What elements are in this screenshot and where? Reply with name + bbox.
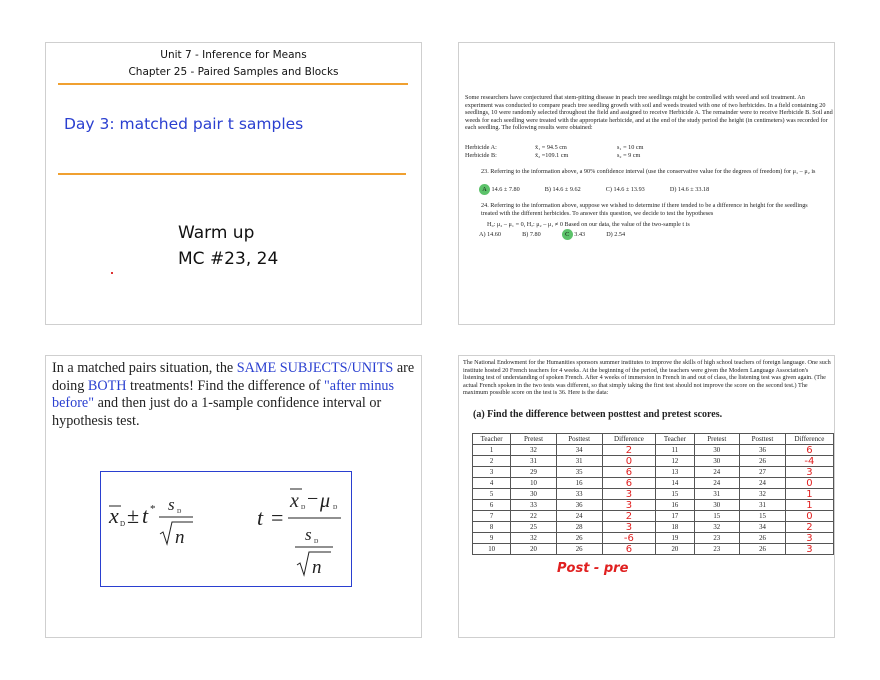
slide-unit-title (45, 42, 422, 325)
text-part: are doing (52, 360, 415, 394)
handwritten-difference: 2 (806, 521, 813, 533)
svg-text:x: x (109, 503, 119, 528)
french-intro: The National Endowment for the Humanities sponsors summer institutes to improve the skills of high school teachers of foreign language. One such institute hosted 20 French teachers for 4 weeks. At the beginning of the period, the teachers were given the Modern Language Association's listening test of understanding of spoken French. After 4 weeks of immersion in French in and out of class, the listening test was given again. (The actual French spoken in the two tests was different, so that simply taking the first test should not improve the score on the second test.) The maximum possible score on the test is 36. Here is the data: (463, 359, 831, 397)
table-cell: 19 (656, 533, 694, 544)
divider-top (58, 83, 408, 85)
difference-cell (785, 511, 833, 522)
table-cell: 30 (694, 456, 740, 467)
difference-cell (602, 467, 656, 478)
handwritten-difference: 3 (625, 521, 633, 533)
table-cell: 5 (473, 489, 511, 500)
difference-cell (785, 522, 833, 533)
table-cell: 13 (656, 467, 694, 478)
chapter-title: Chapter 25 - Paired Samples and Blocks (128, 66, 339, 78)
herbicide-b-label: Herbicide B: (465, 152, 497, 159)
difference-cell (785, 456, 833, 467)
table-row (473, 522, 834, 533)
difference-cell (602, 544, 656, 555)
text-part: In a matched pairs situation, the (52, 360, 237, 376)
svg-text:μ: μ (320, 490, 331, 512)
divider-bottom (58, 173, 406, 175)
table-cell: 31 (511, 456, 557, 467)
handwritten-post-pre: Post - pre (557, 561, 629, 576)
highlight-same-subjects: SAME SUBJECTS/UNITS (236, 360, 394, 376)
slide-warmup-questions (458, 42, 835, 325)
table-cell: 33 (511, 500, 557, 511)
table-cell: 29 (511, 467, 557, 478)
svg-text:D: D (120, 520, 126, 528)
svg-text:*: * (150, 503, 156, 515)
table-cell: 33 (556, 489, 602, 500)
table-cell: 32 (511, 445, 557, 456)
handwritten-difference: 6 (806, 444, 813, 456)
table-cell: 7 (473, 511, 511, 522)
table-cell: 1 (473, 445, 511, 456)
table-cell: 31 (694, 489, 740, 500)
herbicide-a-label: Herbicide A: (465, 144, 497, 151)
table-row (473, 511, 834, 522)
table-row (473, 489, 834, 500)
difference-cell (785, 544, 833, 555)
question-24-hypotheses: H₀: μ₂ – μ₁ = 0, Hₐ: μ₂ – μ₁ ≠ 0 Based on our data, the value of the two-sample t is (487, 221, 690, 228)
table-cell: 31 (556, 456, 602, 467)
table-cell: 12 (656, 456, 694, 467)
table-cell: 26 (740, 456, 786, 467)
table-cell: 32 (694, 522, 740, 533)
handwritten-difference: -6 (623, 532, 634, 544)
table-cell: 36 (556, 500, 602, 511)
table-cell: 24 (694, 478, 740, 489)
table-cell: 10 (473, 544, 511, 555)
option-b: B) 14.6 ± 9.62 (544, 186, 581, 193)
handwritten-difference: 1 (806, 488, 813, 500)
highlight-both: BOTH (87, 377, 127, 394)
handwritten-difference: 2 (625, 510, 633, 522)
difference-cell (785, 467, 833, 478)
difference-cell (785, 500, 833, 511)
option-d: D) 2.54 (606, 231, 626, 238)
table-cell: 26 (740, 533, 786, 544)
difference-cell (602, 533, 656, 544)
column-header: Difference (785, 434, 833, 445)
difference-cell (785, 533, 833, 544)
table-row (473, 478, 834, 489)
herbicide-b-sd: s₂ = 9 cm (617, 152, 641, 159)
table-cell: 27 (740, 467, 786, 478)
column-header: Posttest (556, 434, 602, 445)
slide-matched-pairs (45, 355, 422, 638)
question-24-options (479, 229, 829, 240)
table-cell: 32 (740, 489, 786, 500)
herbicide-b-mean: x̄₂ =109.1 cm (535, 152, 569, 159)
table-cell: 4 (473, 478, 511, 489)
table-row (473, 456, 834, 467)
table-cell: 20 (511, 544, 557, 555)
table-cell: 35 (556, 467, 602, 478)
difference-cell (785, 489, 833, 500)
column-header: Difference (602, 434, 656, 445)
table-cell: 26 (556, 533, 602, 544)
table-cell: 15 (740, 511, 786, 522)
option-c: C) 14.6 ± 13.93 (605, 186, 645, 193)
mc-label: MC #23, 24 (178, 249, 279, 269)
handwritten-difference: 1 (806, 499, 813, 511)
table-cell: 24 (556, 511, 602, 522)
handwritten-difference: 0 (806, 477, 813, 489)
scores-table (472, 433, 834, 555)
handwritten-difference: 6 (625, 543, 633, 555)
handwritten-difference: 2 (625, 444, 633, 456)
difference-cell (602, 478, 656, 489)
table-cell: 34 (740, 522, 786, 533)
question-23: 23. Referring to the information above, a 90% confidence interval (use the conservative value for the degrees of freedom) for μ₁ – μ₂ is (481, 168, 816, 175)
handwritten-difference: 6 (625, 477, 633, 489)
table-cell: 34 (556, 445, 602, 456)
difference-cell (602, 489, 656, 500)
table-cell: 23 (694, 544, 740, 555)
herbicide-a-sd: s₁ = 10 cm (617, 144, 644, 151)
table-header-row (473, 434, 834, 445)
table-row (473, 533, 834, 544)
svg-text:n: n (175, 527, 185, 548)
svg-text:t: t (257, 505, 264, 530)
herbicide-a-mean: x̄₁ = 94.5 cm (535, 144, 567, 151)
handwritten-difference: 3 (806, 532, 813, 544)
svg-text:D: D (333, 505, 338, 511)
svg-text:−: − (307, 488, 319, 510)
table-cell: 24 (694, 467, 740, 478)
table-cell: 32 (511, 533, 557, 544)
handwritten-difference: 0 (806, 510, 813, 522)
option-b: B) 7.80 (522, 231, 541, 238)
table-row (473, 445, 834, 456)
matched-pairs-text (52, 360, 418, 430)
table-cell: 31 (740, 500, 786, 511)
option-c: 3.43 (574, 231, 586, 238)
answer-a-circle: A (479, 184, 490, 195)
slide-french-teachers (458, 355, 835, 638)
stray-dot (111, 272, 113, 274)
formula-box (100, 471, 352, 587)
table-cell: 16 (556, 478, 602, 489)
table-cell: 16 (656, 500, 694, 511)
table-cell: 25 (511, 522, 557, 533)
handwritten-difference: 3 (806, 543, 813, 555)
table-row (473, 467, 834, 478)
svg-text:=: = (271, 505, 284, 530)
svg-text:x: x (290, 490, 299, 512)
difference-cell (602, 511, 656, 522)
question-24: 24. Referring to the information above, suppose we wished to determine if there tended to be a difference in height for the seedlings treated with the different herbicides. To answer this question, we decide to test the hypotheses (481, 202, 808, 217)
formula-graphic (101, 472, 351, 586)
svg-text:±: ± (127, 503, 140, 528)
handwritten-difference: 6 (625, 466, 633, 478)
svg-text:D: D (314, 539, 319, 545)
svg-text:s: s (305, 525, 312, 544)
herbicide-intro: Some researchers have conjectured that stem-pitting disease in peach tree seedlings might be controlled with weed and soil treatment. An experiment was conducted to compare peach tree seedling growth with soil and weeds treated with one of two herbicides. In a field containing 20 seedlings, 10 were randomly selected throughout the field and assigned to receive Herbicide A. The remainder were to receive Herbicide B. Soil and weeds for each seedling were treated with the appropriate herbicide, and at the end of the study period the height (in centimeters) was recorded for each seedling. The following results were obtained: (465, 94, 833, 132)
svg-text:t: t (142, 503, 149, 528)
table-cell: 24 (740, 478, 786, 489)
table-cell: 15 (694, 511, 740, 522)
handwritten-difference: 3 (625, 488, 633, 500)
answer-c-circle: C (562, 229, 573, 240)
table-cell: 3 (473, 467, 511, 478)
table-cell: 30 (694, 445, 740, 456)
svg-text:s: s (168, 495, 175, 514)
table-cell: 17 (656, 511, 694, 522)
table-cell: 26 (740, 544, 786, 555)
table-cell: 30 (694, 500, 740, 511)
table-row (473, 544, 834, 555)
table-cell: 26 (556, 544, 602, 555)
text-part: treatments! Find the difference of (126, 377, 325, 394)
column-header: Pretest (694, 434, 740, 445)
table-cell: 22 (511, 511, 557, 522)
table-cell: 20 (656, 544, 694, 555)
table-cell: 18 (656, 522, 694, 533)
difference-cell (785, 445, 833, 456)
difference-cell (602, 500, 656, 511)
handwritten-difference: 3 (625, 499, 633, 511)
difference-cell (602, 522, 656, 533)
column-header: Pretest (511, 434, 557, 445)
option-a: A) 14.60 (479, 231, 501, 238)
option-a: 14.6 ± 7.80 (491, 186, 520, 193)
svg-text:D: D (301, 505, 306, 511)
text-part: and then just do a 1-sample confidence interval or hypothesis test. (52, 395, 382, 429)
difference-cell (602, 445, 656, 456)
day-heading: Day 3: matched pair t samples (64, 115, 304, 133)
table-cell: 28 (556, 522, 602, 533)
svg-text:D: D (177, 509, 182, 515)
table-cell: 14 (656, 478, 694, 489)
unit-title: Unit 7 - Inference for Means (160, 49, 307, 61)
difference-cell (602, 456, 656, 467)
handwritten-difference: 0 (625, 455, 633, 467)
question-a: (a) Find the difference between posttest and pretest scores. (473, 409, 723, 420)
difference-cell (785, 478, 833, 489)
column-header: Teacher (473, 434, 511, 445)
table-cell: 9 (473, 533, 511, 544)
column-header: Teacher (656, 434, 694, 445)
table-cell: 30 (511, 489, 557, 500)
table-cell: 36 (740, 445, 786, 456)
table-cell: 11 (656, 445, 694, 456)
table-cell: 10 (511, 478, 557, 489)
table-cell: 15 (656, 489, 694, 500)
warmup-label: Warm up (178, 223, 255, 243)
table-row (473, 500, 834, 511)
question-23-options (479, 184, 829, 195)
table-cell: 8 (473, 522, 511, 533)
handwritten-difference: 3 (806, 466, 813, 478)
highlight-after-minus-before: "after minus before" (52, 377, 395, 411)
option-d: D) 14.6 ± 33.18 (669, 186, 710, 193)
table-cell: 2 (473, 456, 511, 467)
handwritten-difference: -4 (804, 455, 815, 467)
svg-text:n: n (312, 557, 322, 578)
column-header: Posttest (740, 434, 786, 445)
table-cell: 6 (473, 500, 511, 511)
table-cell: 23 (694, 533, 740, 544)
